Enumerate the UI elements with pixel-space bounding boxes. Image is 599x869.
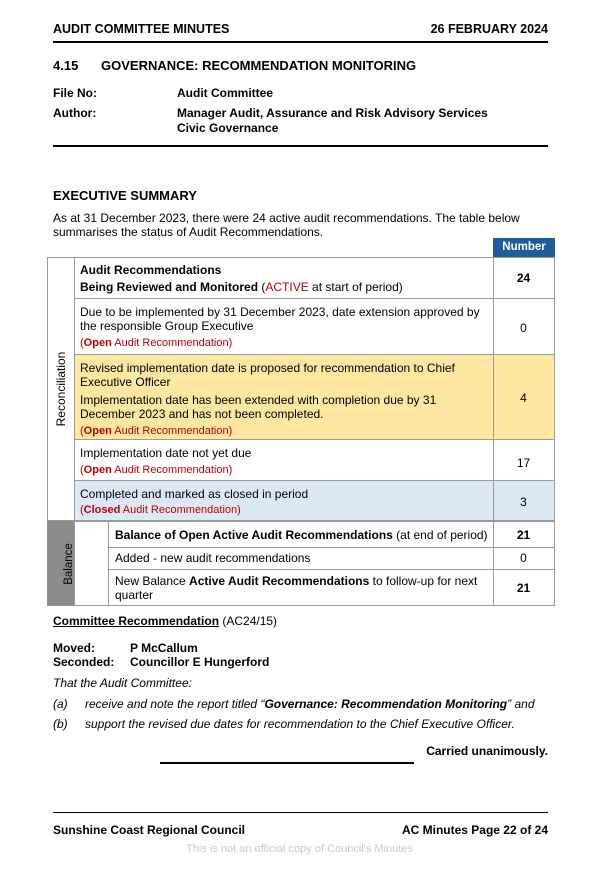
footer-council-name: Sunshine Coast Regional Council bbox=[53, 823, 246, 837]
recommendation-ref: (AC24/15) bbox=[219, 614, 278, 628]
active-status-word: ACTIVE bbox=[265, 280, 309, 294]
row-active-start-value: 24 bbox=[516, 271, 531, 285]
row-balance-open-value: 21 bbox=[516, 528, 531, 542]
row-revised-line-1: Revised implementation date is proposed for recommendation to Chief bbox=[80, 361, 455, 375]
footer-page-number: AC Minutes Page 22 of 24 bbox=[401, 823, 548, 837]
row-not-yet-due-line-1: Implementation date not yet due bbox=[80, 446, 252, 460]
row-completed-status-rest: Audit Recommendation) bbox=[120, 504, 241, 516]
row-not-yet-due-paren: ( bbox=[80, 464, 84, 476]
row-active-start-rest: at start of period) bbox=[308, 280, 403, 294]
file-no-value: Audit Committee bbox=[177, 86, 273, 100]
committee-recommendation-heading-line bbox=[53, 614, 277, 628]
carried-unanimously: Carried unanimously. bbox=[426, 744, 548, 758]
item-a-pre: receive and note the report titled “ bbox=[85, 697, 265, 711]
row-extension-status-rest: Audit Recommendation) bbox=[111, 337, 233, 349]
row-revised-paren: ( bbox=[80, 425, 84, 437]
executive-summary-heading: EXECUTIVE SUMMARY bbox=[53, 188, 197, 203]
row-new-balance-line-1 bbox=[115, 574, 477, 588]
item-a-text bbox=[85, 697, 535, 711]
author-line-2: Civic Governance bbox=[177, 121, 279, 135]
running-header-date: 26 FEBRUARY 2024 bbox=[430, 22, 548, 36]
row-new-balance-bold: Active Audit Recommendations bbox=[189, 574, 370, 588]
summary-line-2: summarises the status of Audit Recommendations. bbox=[53, 225, 324, 239]
item-b-label: (b) bbox=[53, 717, 68, 731]
balance-side-cell bbox=[74, 521, 109, 606]
meta-rule bbox=[53, 145, 548, 147]
item-title: GOVERNANCE: RECOMMENDATION MONITORING bbox=[101, 58, 417, 73]
file-no-label: File No: bbox=[53, 86, 97, 100]
row-revised-value: 4 bbox=[520, 391, 527, 405]
row-new-balance-post: to follow-up for next bbox=[369, 574, 478, 588]
row-added-new-value: 0 bbox=[520, 551, 527, 565]
row-revised-status-rest: Audit Recommendation) bbox=[111, 425, 233, 437]
running-header-title: AUDIT COMMITTEE MINUTES bbox=[53, 22, 230, 36]
row-not-yet-due-status-rest: Audit Recommendation) bbox=[111, 464, 233, 476]
item-a-post: ” and bbox=[507, 697, 535, 711]
open-status-word: Open bbox=[83, 337, 112, 349]
row-not-yet-due-value: 17 bbox=[516, 456, 531, 470]
balance-label: Balance bbox=[63, 543, 75, 585]
summary-line-1: As at 31 December 2023, there were 24 active audit recommendations. The table below bbox=[53, 211, 520, 225]
row-new-balance-value: 21 bbox=[516, 581, 531, 595]
row-revised-line-4: December 2023 and has not been completed. bbox=[80, 407, 324, 421]
open-status-word: Open bbox=[83, 464, 112, 476]
row-new-balance-pre: New Balance bbox=[115, 574, 190, 588]
official-copy-watermark: This is not an official copy of Council's Minutes bbox=[186, 843, 413, 855]
closed-status-word: Closed bbox=[83, 504, 121, 516]
row-revised-line-2: Executive Officer bbox=[80, 375, 171, 389]
seconded-value: Councillor E Hungerford bbox=[130, 655, 270, 669]
author-label: Author: bbox=[53, 106, 97, 120]
row-active-start-bold: Being Reviewed and Monitored bbox=[80, 280, 259, 294]
reconciliation-label: Reconciliation bbox=[54, 351, 68, 427]
row-completed-value: 3 bbox=[520, 495, 527, 509]
row-extension-paren: ( bbox=[80, 337, 84, 349]
row-extension-value: 0 bbox=[520, 321, 527, 335]
header-rule bbox=[53, 41, 548, 43]
closing-rule bbox=[160, 762, 414, 764]
seconded-label: Seconded: bbox=[53, 655, 115, 669]
row-extension-line-2: the responsible Group Executive bbox=[80, 319, 254, 333]
author-line-1: Manager Audit, Assurance and Risk Advisory Services bbox=[177, 106, 488, 120]
row-extension-status bbox=[80, 336, 232, 350]
row-balance-open-text bbox=[115, 528, 488, 542]
row-completed-status bbox=[80, 503, 241, 517]
row-extension-line-1: Due to be implemented by 31 December 2023, date extension approved by bbox=[80, 305, 480, 319]
item-b-text: support the revised due dates for recommendation to the Chief Executive Officer. bbox=[85, 717, 515, 731]
row-active-start-paren: ( bbox=[258, 280, 266, 294]
footer-rule bbox=[53, 812, 548, 813]
row-active-start-title: Audit Recommendations bbox=[80, 263, 222, 277]
row-balance-open-rest: (at end of period) bbox=[392, 528, 488, 542]
moved-value: P McCallum bbox=[130, 641, 198, 655]
committee-recommendation-heading: Committee Recommendation bbox=[53, 614, 220, 628]
item-a-report-title: Governance: Recommendation Monitoring bbox=[264, 697, 508, 711]
moved-label: Moved: bbox=[53, 641, 95, 655]
item-a-label: (a) bbox=[53, 697, 68, 711]
number-column-header: Number bbox=[493, 238, 555, 257]
row-active-start-subtitle bbox=[80, 280, 403, 294]
row-completed-paren: ( bbox=[80, 504, 84, 516]
item-number: 4.15 bbox=[53, 58, 79, 73]
row-added-new-text: Added - new audit recommendations bbox=[115, 551, 311, 565]
open-status-word: Open bbox=[83, 425, 112, 437]
row-completed-line-1: Completed and marked as closed in period bbox=[80, 487, 309, 501]
row-not-yet-due-status bbox=[80, 463, 232, 477]
recommendation-intro: That the Audit Committee: bbox=[53, 676, 192, 690]
row-revised-status bbox=[80, 424, 232, 438]
row-revised-line-3: Implementation date has been extended with completion due by 31 bbox=[80, 393, 437, 407]
row-balance-open-bold: Balance of Open Active Audit Recommendations bbox=[115, 528, 393, 542]
row-new-balance-line-2: quarter bbox=[115, 588, 154, 602]
